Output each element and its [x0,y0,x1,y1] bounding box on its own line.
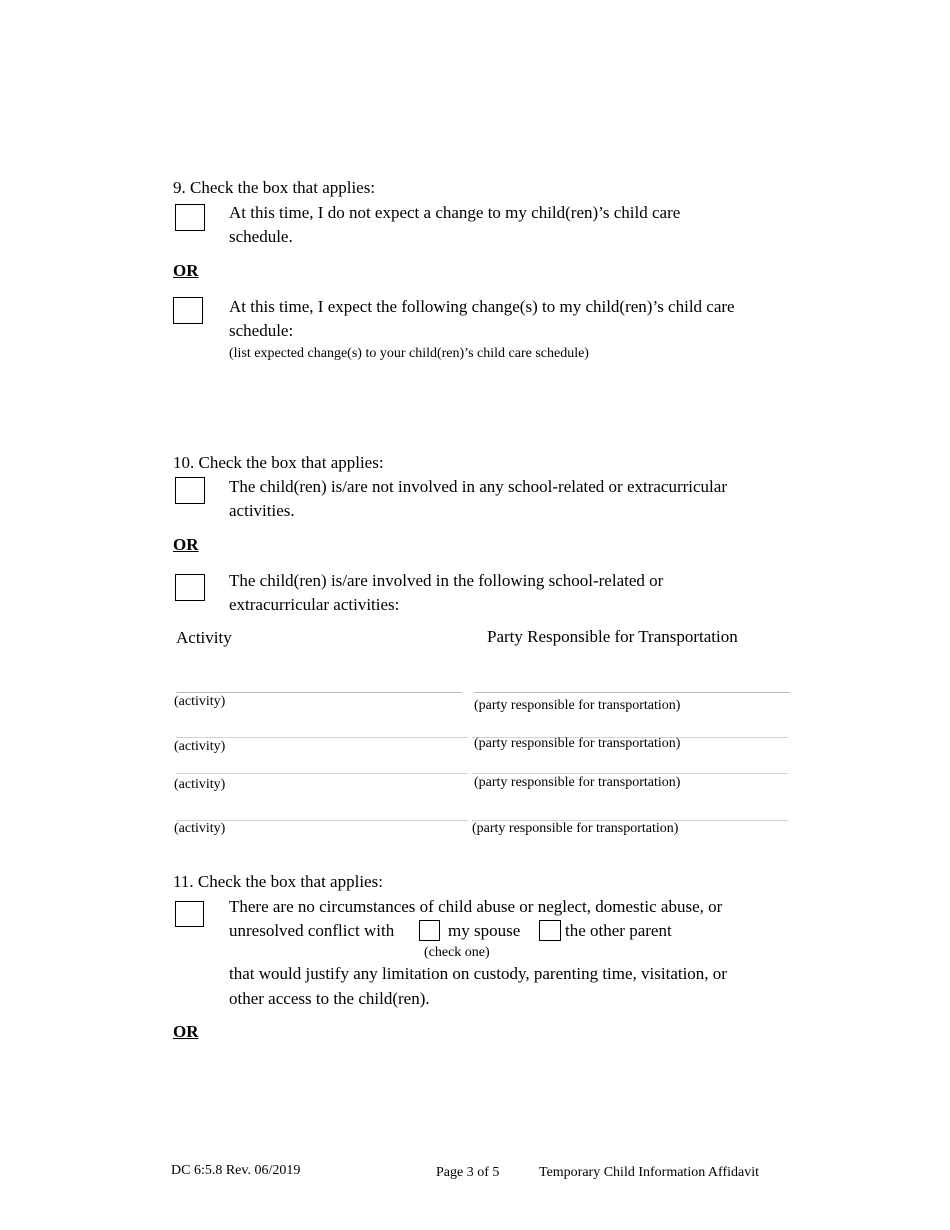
transport-input-line[interactable] [474,692,790,693]
form-id: DC 6:5.8 Rev. 06/2019 [171,1163,301,1178]
q10-or-label: OR [173,535,199,554]
activity-caption: (activity) [174,739,226,754]
transport-caption: (party responsible for transportation) [474,775,681,790]
activity-input-line[interactable] [176,773,468,774]
q10-heading: 10. Check the box that applies: [173,453,384,472]
q10-option2-line1: The child(ren) is/are involved in the following school-related or [229,571,664,590]
q10-option2-line2: extracurricular activities: [229,595,400,614]
q10-option2-checkbox[interactable] [175,574,205,601]
q9-option1-line1: At this time, I do not expect a change to my child(ren)’s child care [229,203,681,222]
q11-option1-line1: There are no circumstances of child abuse or neglect, domestic abuse, or [229,897,723,916]
q10-option1-line2: activities. [229,501,295,520]
my-spouse-checkbox[interactable] [419,920,440,941]
q9-option1-checkbox[interactable] [175,204,205,231]
my-spouse-label: my spouse [448,921,521,940]
q10-option1-line1: The child(ren) is/are not involved in any school-related or extracurricular [229,477,727,496]
q9-heading: 9. Check the box that applies: [173,178,376,197]
q11-or-label: OR [173,1022,199,1041]
q11-option1-line2-prefix: unresolved conflict with [229,921,395,940]
q11-option1-checkbox[interactable] [175,901,204,927]
q9-or-label: OR [173,261,199,280]
q11-heading: 11. Check the box that applies: [173,872,383,891]
q11-option1-line4: other access to the child(ren). [229,989,430,1008]
activity-caption: (activity) [174,821,226,836]
transport-caption: (party responsible for transportation) [474,698,681,713]
transport-caption: (party responsible for transportation) [472,821,679,836]
q9-option2-line2: schedule: [229,321,294,340]
q9-option2-hint: (list expected change(s) to your child(ren)’s child care schedule) [229,346,589,361]
transport-column-header: Party Responsible for Transportation [487,627,738,646]
transport-caption: (party responsible for transportation) [474,736,681,751]
check-one-hint: (check one) [424,945,490,960]
q9-option2-line1: At this time, I expect the following change(s) to my child(ren)’s child care [229,297,735,316]
q10-option1-checkbox[interactable] [175,477,205,504]
q11-option1-line3: that would justify any limitation on custody, parenting time, visitation, or [229,964,727,983]
activity-column-header: Activity [176,628,232,647]
form-title: Temporary Child Information Affidavit [539,1165,759,1180]
other-parent-checkbox[interactable] [539,920,561,941]
page-number: Page 3 of 5 [436,1165,500,1180]
activity-caption: (activity) [174,694,226,709]
activity-caption: (activity) [174,777,226,792]
q9-option2-checkbox[interactable] [173,297,203,324]
q9-option1-line2: schedule. [229,227,293,246]
other-parent-label: the other parent [565,921,672,940]
